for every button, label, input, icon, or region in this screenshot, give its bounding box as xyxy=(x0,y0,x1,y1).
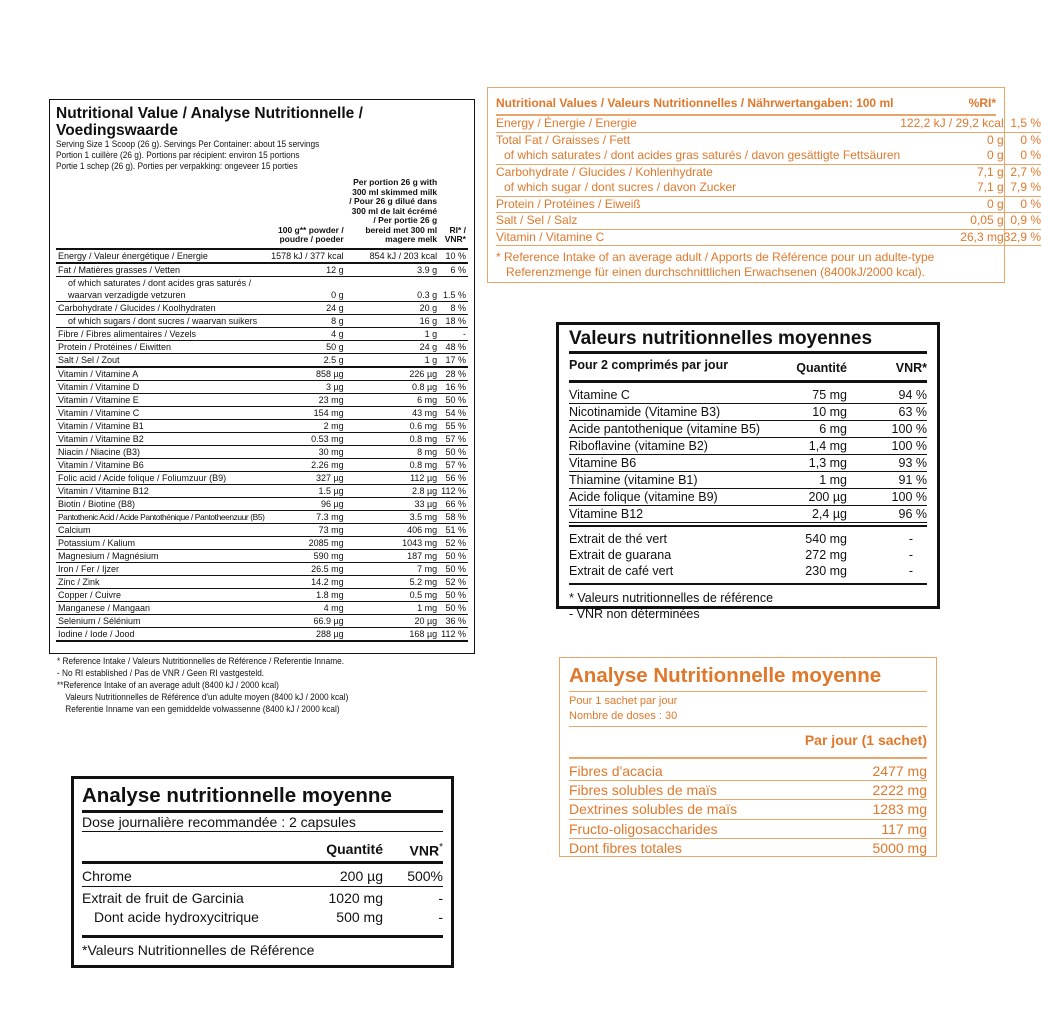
nutrient-row xyxy=(56,523,468,536)
value-ri: 32,9 % xyxy=(1003,229,1041,244)
value-portion: 2.8 µg xyxy=(411,485,438,496)
nutrient-row xyxy=(56,380,468,393)
panel2-title: Nutritional Values / Valeurs Nutritionnelles / Nährwertangaben: 100 ml xyxy=(496,96,894,110)
value-100g: 23 mg xyxy=(318,394,344,405)
nutrient-row xyxy=(56,289,468,302)
nutrient-label: Calcium xyxy=(58,524,91,535)
panel3-title: Valeurs nutritionnelles moyennes xyxy=(569,328,873,349)
value-portion: 0.5 mg xyxy=(409,589,438,600)
value-100g: 12 g xyxy=(326,264,344,275)
value-portion: 406 mg xyxy=(407,524,438,535)
extract-vnr: - xyxy=(908,564,913,578)
nutrition-panel-tablets xyxy=(556,322,940,621)
nutrient-label: Potassium / Kalium xyxy=(58,537,136,548)
value-100ml: 0 g xyxy=(900,148,1003,164)
value-portion: 0.8 mg xyxy=(409,433,438,444)
fibre-label: Fructo-oligosaccharides xyxy=(569,819,839,838)
nutrient-row xyxy=(56,627,468,641)
vitamin-vnr: 100 % xyxy=(847,421,927,438)
nutrient-row xyxy=(56,353,468,367)
value-ri: 7,9 % xyxy=(1004,180,1041,196)
panel5-column-header: Par jour (1 sachet) xyxy=(804,732,927,748)
nutrient-label: Vitamin / Vitamine A xyxy=(58,368,139,379)
value-ri: 52 % xyxy=(445,537,466,548)
nutrient-row xyxy=(56,263,468,277)
value-100g: 4 g xyxy=(331,328,344,339)
nutrient-label: Vitamin / Vitamine B1 xyxy=(58,420,144,431)
value-ri: 50 % xyxy=(445,602,466,613)
value-ri: 50 % xyxy=(445,563,466,574)
nutrient-label: Fibre / Fibres alimentaires / Vezels xyxy=(58,328,197,339)
panel2-note-line1: * Reference Intake of an average adult / Apports de Référence pour un adulte-type xyxy=(496,250,935,264)
value-100g: 2.5 g xyxy=(323,354,344,365)
value-ri: 58 % xyxy=(445,511,466,522)
value-ri: 36 % xyxy=(445,615,466,626)
value-portion: 24 g xyxy=(419,341,438,352)
nutrient-row xyxy=(56,314,468,327)
panel1-table xyxy=(56,172,468,642)
value-100g: 288 µg xyxy=(315,628,344,639)
vitamin-qty: 10 mg xyxy=(767,404,847,421)
panel5-title: Analyse Nutritionnelle moyenne xyxy=(569,664,882,687)
extract-label: Extrait de guarana xyxy=(569,548,672,562)
value-100g: 590 mg xyxy=(313,550,344,561)
panel1-serving-fr: Portion 1 cuillère (26 g). Portions par récipient: environ 15 portions xyxy=(56,150,300,160)
nutrient-row xyxy=(496,116,1041,132)
vitamin-label: Thiamine (vitamine B1) xyxy=(569,472,767,489)
value-portion: 168 µg xyxy=(409,628,438,639)
footnote: Referentie Inname van een gemiddelde volwassenne (8400 kJ / 2000 kcal) xyxy=(65,704,340,714)
fibre-label: Dont fibres totales xyxy=(569,839,682,856)
value-ri: 57 % xyxy=(445,433,466,444)
nutrient-label: Salt / Sel / Zout xyxy=(58,354,120,365)
panel3-notes xyxy=(569,590,927,622)
value-ri: 50 % xyxy=(445,589,466,600)
value-portion: 187 mg xyxy=(407,550,438,561)
panel5-dose: Pour 1 sachet par jour xyxy=(569,695,678,707)
value-ri: 54 % xyxy=(445,407,466,418)
value-100g: 1.5 µg xyxy=(318,485,344,496)
nutrient-label: Energy / Valeur énergétique / Energie xyxy=(58,250,208,261)
vitamin-qty: 6 mg xyxy=(767,421,847,438)
panel1-footnotes xyxy=(57,655,374,715)
panel4-row-qty: 200 µg xyxy=(339,867,383,884)
value-100g: 73 mg xyxy=(318,524,344,535)
value-ri: 10 % xyxy=(445,250,466,261)
panel2-table xyxy=(496,116,1041,246)
fibre-label: Dextrines solubles de maïs xyxy=(569,800,839,819)
value-ri: 1,5 % xyxy=(1004,116,1041,132)
panel4-table xyxy=(82,832,443,927)
vitamin-row xyxy=(569,506,927,523)
nutrient-label: Iron / Fer / Ijzer xyxy=(58,563,120,574)
nutrient-row xyxy=(56,497,468,510)
nutrient-row xyxy=(56,406,468,419)
value-100g: 96 µg xyxy=(320,498,344,509)
nutrient-label: waarvan verzadigde vetzuren xyxy=(68,289,186,300)
panel2-note-line2: Referenzmenge für einen durchschnittlichen Erwachsenen (8400kJ/2000 kcal). xyxy=(506,265,925,279)
vitamin-vnr: 96 % xyxy=(847,506,927,523)
value-100g: 30 mg xyxy=(318,446,344,457)
panel3-note2: - VNR non déterminées xyxy=(569,607,700,621)
nutrition-panel-capsules xyxy=(71,776,454,968)
nutrient-row xyxy=(496,229,1041,246)
nutrient-row xyxy=(56,471,468,484)
nutrient-label: of which saturates / dont acides gras saturés / xyxy=(68,277,252,288)
panel4-col-vnr xyxy=(383,832,443,862)
vitamin-qty: 1,4 mg xyxy=(767,438,847,455)
footnote: **Reference Intake of an average adult (8400 kJ / 2000 kcal) xyxy=(57,680,279,690)
value-portion: 5.2 mg xyxy=(409,576,438,587)
col-portion-header: Per portion 26 g with 300 ml skimmed milk / Pour 26 g dilué dans 300 ml de lait écrémé / Per portie 26 g bereid met 300 ml magere melk xyxy=(349,177,438,244)
vitamin-qty: 200 µg xyxy=(767,489,847,506)
value-100g: 2 mg xyxy=(323,420,344,431)
panel3-note1: * Valeurs nutritionnelles de référence xyxy=(569,591,774,605)
nutrient-row xyxy=(56,484,468,497)
value-ri: 8 % xyxy=(450,302,466,313)
fibre-value: 117 mg xyxy=(839,819,927,838)
panel4-row-label: Dont acide hydroxycitrique xyxy=(94,908,259,925)
nutrient-row xyxy=(496,132,1041,148)
value-100g xyxy=(266,276,345,289)
value-100g: 66.9 µg xyxy=(313,615,344,626)
nutrient-row xyxy=(56,445,468,458)
nutrient-label: Vitamin / Vitamine E xyxy=(58,394,139,405)
value-ri: 55 % xyxy=(445,420,466,431)
nutrient-label: Biotin / Biotine (B8) xyxy=(58,498,136,509)
nutrient-row xyxy=(56,432,468,445)
panel2-header xyxy=(496,91,996,116)
value-100g: 50 g xyxy=(326,341,344,352)
panel4-row-qty: 500 mg xyxy=(336,908,383,925)
vitamin-row xyxy=(569,404,927,421)
panel5-table xyxy=(569,762,927,857)
fibre-row xyxy=(569,781,927,800)
vitamin-vnr: 63 % xyxy=(847,404,927,421)
value-portion: 3.5 mg xyxy=(409,511,438,522)
nutrient-row xyxy=(56,249,468,263)
value-100g: 24 g xyxy=(326,302,344,313)
value-ri: 1.5 % xyxy=(442,289,466,300)
vitamin-vnr: 100 % xyxy=(847,438,927,455)
nutrient-label: Vitamin / Vitamine D xyxy=(58,381,140,392)
nutrient-row xyxy=(56,419,468,432)
value-100g: 154 mg xyxy=(313,407,344,418)
panel4-col-vnr-label: VNR xyxy=(409,842,440,859)
nutrient-row xyxy=(496,213,1041,230)
value-ri: 16 % xyxy=(445,381,466,392)
fibre-row xyxy=(569,838,927,857)
extract-row xyxy=(569,563,927,579)
value-portion: 20 µg xyxy=(414,615,438,626)
nutrient-label: Total Fat / Graisses / Fett xyxy=(496,132,631,147)
value-100ml: 26,3 mg xyxy=(900,229,1003,246)
vitamin-vnr: 94 % xyxy=(847,387,927,404)
value-ri: 112 % xyxy=(441,628,466,639)
nutrient-row xyxy=(56,601,468,614)
panel2-note xyxy=(496,250,996,280)
panel1-title: Nutritional Value / Analyse Nutritionnelle / Voedingswaarde xyxy=(56,105,363,139)
panel5-count: Nombre de doses : 30 xyxy=(569,710,678,722)
value-100g: 2085 mg xyxy=(308,537,344,548)
value-portion: 0.8 µg xyxy=(411,381,438,392)
nutrient-row xyxy=(56,458,468,471)
extract-vnr: - xyxy=(908,532,913,546)
value-ri: 52 % xyxy=(445,576,466,587)
value-100g: 14.2 mg xyxy=(311,576,344,587)
nutrition-panel-sachet xyxy=(559,657,937,857)
value-portion: 1 g xyxy=(424,328,438,339)
panel4-note: *Valeurs Nutritionnelles de Référence xyxy=(82,941,315,958)
nutrient-row xyxy=(56,549,468,562)
panel3-col-vnr: VNR* xyxy=(895,361,927,375)
col-100g-header: 100 g** powder / poudre / poeder xyxy=(278,224,344,244)
value-ri: 0,9 % xyxy=(1004,213,1041,230)
value-portion: 3.9 g xyxy=(417,264,438,275)
value-100ml: 7,1 g xyxy=(900,180,1003,196)
value-100g: 4 mg xyxy=(323,602,344,613)
vitamin-row xyxy=(569,438,927,455)
value-ri: 56 % xyxy=(445,472,466,483)
panel3-extracts xyxy=(569,531,927,579)
footnote: Valeurs Nutritionnelles de Référence d'un adulte moyen (8400 kJ / 2000 kcal) xyxy=(65,692,349,702)
nutrient-label: Niacin / Niacine (B3) xyxy=(58,446,141,457)
panel3-table xyxy=(569,354,927,376)
vitamin-row xyxy=(569,387,927,404)
value-portion xyxy=(346,276,439,289)
panel4-row-label: Chrome xyxy=(82,867,132,884)
value-100g: 7.3 mg xyxy=(316,511,344,522)
fibre-row xyxy=(569,819,927,838)
value-portion: 1 mg xyxy=(417,602,438,613)
nutrient-row xyxy=(56,367,468,381)
value-ri: 0 % xyxy=(1004,148,1041,164)
nutrient-label: Manganese / Mangaan xyxy=(58,602,151,613)
value-100g: 1578 kJ / 377 kcal xyxy=(271,250,344,261)
nutrient-label: Selenium / Sélénium xyxy=(58,615,141,626)
nutrient-row xyxy=(496,180,1041,196)
nutrient-row xyxy=(496,148,1041,164)
value-portion: 43 mg xyxy=(412,407,438,418)
value-100g: 2.26 mg xyxy=(311,459,344,470)
nutrient-label: Copper / Cuivre xyxy=(58,589,122,600)
value-ri: 57 % xyxy=(445,459,466,470)
nutrient-label: Vitamin / Vitamine B6 xyxy=(58,459,144,470)
value-100ml: 0 g xyxy=(900,196,1003,213)
nutrient-row xyxy=(56,575,468,588)
extract-qty: 230 mg xyxy=(805,564,847,578)
panel4-col-vnr-star: * xyxy=(439,842,443,853)
value-portion: 0.3 g xyxy=(417,289,438,300)
value-100g: 1.8 mg xyxy=(316,589,344,600)
panel3-col-qty: Quantité xyxy=(796,361,847,375)
vitamin-label: Riboflavine (vitamine B2) xyxy=(569,438,767,455)
value-ri: 48 % xyxy=(445,341,466,352)
panel3-subtitle: Pour 2 comprimés par jour xyxy=(569,358,729,372)
value-portion: 16 g xyxy=(419,315,438,326)
vitamin-qty: 1 mg xyxy=(767,472,847,489)
vitamin-row xyxy=(569,455,927,472)
nutrient-row xyxy=(56,327,468,340)
nutrient-label: Iodine / Iode / Jood xyxy=(58,628,135,639)
nutrient-label: Zinc / Zink xyxy=(58,576,100,587)
extract-row xyxy=(569,547,927,563)
vitamin-qty: 75 mg xyxy=(767,387,847,404)
vitamin-row xyxy=(569,489,927,506)
nutrient-label: Magnesium / Magnésium xyxy=(58,550,159,561)
nutrient-label: of which sugars / dont sucres / waarvan suikers xyxy=(68,315,258,326)
value-ri: - xyxy=(463,328,466,339)
value-ri: 51 % xyxy=(445,524,466,535)
nutrient-label: Folic acid / Acide folique / Foliumzuur (B9) xyxy=(58,472,227,483)
extract-vnr: - xyxy=(908,548,913,562)
fibre-value: 2222 mg xyxy=(839,781,927,800)
value-ri: 66 % xyxy=(445,498,466,509)
value-portion: 7 mg xyxy=(417,563,438,574)
value-100g: 0 g xyxy=(331,289,344,300)
fibre-row xyxy=(569,762,927,781)
nutrient-row xyxy=(56,510,468,523)
extract-row xyxy=(569,531,927,547)
value-ri: 112 % xyxy=(441,485,466,496)
nutrient-row xyxy=(56,588,468,601)
value-ri xyxy=(439,276,468,289)
value-ri: 18 % xyxy=(445,315,466,326)
value-ri: 50 % xyxy=(445,394,466,405)
panel4-row-label: Extrait de fruit de Garcinia xyxy=(82,889,244,906)
value-100g: 26.5 mg xyxy=(311,563,344,574)
nutrient-row xyxy=(56,340,468,353)
nutrition-panel-multilingual xyxy=(49,99,475,654)
vitamin-row xyxy=(569,472,927,489)
vitamin-qty: 2,4 µg xyxy=(767,506,847,523)
footnote: - No RI established / Pas de VNR / Geen RI vastgesteld. xyxy=(57,668,265,678)
nutrient-label: Protein / Protéines / Eiweiß xyxy=(496,196,900,213)
nutrient-label: Vitamin / Vitamine B12 xyxy=(58,485,149,496)
nutrient-label: Fat / Matières grasses / Vetten xyxy=(58,264,181,275)
value-100g: 0.53 mg xyxy=(311,433,344,444)
footnote: * Reference Intake / Valeurs Nutritionnelles de Référence / Referentie Inname. xyxy=(57,656,345,666)
panel2-ri-header: %RI* xyxy=(968,96,996,110)
nutrient-label: of which sugar / dont sucres / davon Zucker xyxy=(496,180,900,196)
value-ri: 2,7 % xyxy=(1010,164,1041,179)
value-ri: 6 % xyxy=(450,264,466,275)
value-portion: 112 µg xyxy=(410,472,438,483)
vitamin-qty: 1,3 mg xyxy=(767,455,847,472)
vitamin-label: Vitamine B6 xyxy=(569,455,767,472)
col-ri-header: RI* / VNR* xyxy=(444,224,466,244)
nutrient-label: Energy / Énergie / Energie xyxy=(496,116,900,132)
fibre-value: 2477 mg xyxy=(839,762,927,781)
panel4-row-vnr: - xyxy=(438,889,443,906)
value-ri: 50 % xyxy=(445,550,466,561)
vitamin-label: Vitamine C xyxy=(569,387,767,404)
panel3-vitamins xyxy=(569,387,927,523)
value-portion: 33 µg xyxy=(414,498,438,509)
vitamin-label: Vitamine B12 xyxy=(569,506,767,523)
extract-qty: 540 mg xyxy=(805,532,847,546)
nutrient-row xyxy=(56,301,468,314)
value-ri: 0 % xyxy=(1004,196,1041,213)
value-ri: 50 % xyxy=(445,446,466,457)
nutrient-label: Vitamin / Vitamine B2 xyxy=(58,433,144,444)
value-portion: 1 g xyxy=(424,354,438,365)
extract-label: Extrait de café vert xyxy=(569,564,674,578)
nutrient-label: Vitamin / Vitamine C xyxy=(496,229,900,246)
panel1-serving-en: Serving Size 1 Scoop (26 g). Servings Per Container: about 15 servings xyxy=(56,139,320,149)
panel4-row-qty: 1020 mg xyxy=(328,889,383,906)
nutrient-label: Pantothenic Acid / Acide Pantothénique / Pantotheenzuur (B5) xyxy=(58,511,265,522)
vitamin-vnr: 93 % xyxy=(847,455,927,472)
value-100ml: 7,1 g xyxy=(976,164,1004,179)
value-portion: 226 µg xyxy=(409,368,438,379)
nutrient-label: Protein / Protéines / Eiwitten xyxy=(58,341,172,352)
nutrient-label: Carbohydrate / Glucides / Koolhydraten xyxy=(58,302,216,313)
value-100g: 8 g xyxy=(331,315,344,326)
nutrient-label: of which saturates / dont acides gras saturés / davon gesättigte Fettsäuren xyxy=(496,148,900,164)
nutrient-label: Salt / Sel / Salz xyxy=(496,213,900,230)
nutrient-row xyxy=(56,614,468,627)
value-100ml: 122,2 kJ / 29,2 kcal xyxy=(900,116,1004,130)
nutrient-row xyxy=(496,164,1041,180)
value-100ml: 0,05 g xyxy=(900,213,1003,230)
extract-label: Extrait de thé vert xyxy=(569,532,667,546)
nutrition-panel-100ml xyxy=(487,87,1041,283)
nutrient-row xyxy=(496,196,1041,213)
value-portion: 6 mg xyxy=(417,394,438,405)
nutrient-row xyxy=(56,393,468,406)
panel1-serving-nl: Portie 1 schep (26 g). Porties per verpakking: ongeveer 15 porties xyxy=(56,161,298,171)
value-ri: 0 % xyxy=(1020,132,1041,147)
vitamin-vnr: 91 % xyxy=(847,472,927,489)
value-portion: 20 g xyxy=(419,302,438,313)
vitamin-label: Nicotinamide (Vitamine B3) xyxy=(569,404,767,421)
vitamin-vnr: 100 % xyxy=(847,489,927,506)
value-portion: 1043 mg xyxy=(402,537,438,548)
value-ri: 28 % xyxy=(445,368,466,379)
nutrient-label: Vitamin / Vitamine C xyxy=(58,407,140,418)
fibre-row xyxy=(569,800,927,819)
panel4-title: Analyse nutritionnelle moyenne xyxy=(82,784,392,807)
fibre-label: Fibres solubles de maïs xyxy=(569,781,839,800)
value-ri: 17 % xyxy=(445,354,466,365)
nutrient-row xyxy=(56,536,468,549)
panel4-col-qty: Quantité xyxy=(326,840,383,857)
value-portion: 0.6 mg xyxy=(409,420,438,431)
extract-qty: 272 mg xyxy=(805,548,847,562)
vitamin-label: Acide folique (vitamine B9) xyxy=(569,489,767,506)
fibre-value: 1283 mg xyxy=(839,800,927,819)
vitamin-row xyxy=(569,421,927,438)
value-100g: 858 µg xyxy=(315,368,344,379)
panel4-subtitle: Dose journalière recommandée : 2 capsules xyxy=(82,814,356,830)
value-100g: 327 µg xyxy=(315,472,344,483)
panel4-row-vnr: 500% xyxy=(407,867,443,884)
nutrient-label: Carbohydrate / Glucides / Kohlenhydrate xyxy=(496,164,713,179)
vitamin-label: Acide pantothenique (vitamine B5) xyxy=(569,421,767,438)
fibre-value: 5000 mg xyxy=(872,839,927,856)
value-portion: 854 kJ / 203 kcal xyxy=(369,250,438,261)
value-portion: 0.8 mg xyxy=(409,459,438,470)
panel4-row-vnr: - xyxy=(438,908,443,925)
value-portion: 8 mg xyxy=(417,446,438,457)
fibre-label: Fibres d'acacia xyxy=(569,762,839,781)
nutrient-row xyxy=(56,562,468,575)
nutrient-row xyxy=(56,276,468,289)
value-100ml: 0 g xyxy=(986,132,1004,147)
value-100g: 3 µg xyxy=(325,381,344,392)
